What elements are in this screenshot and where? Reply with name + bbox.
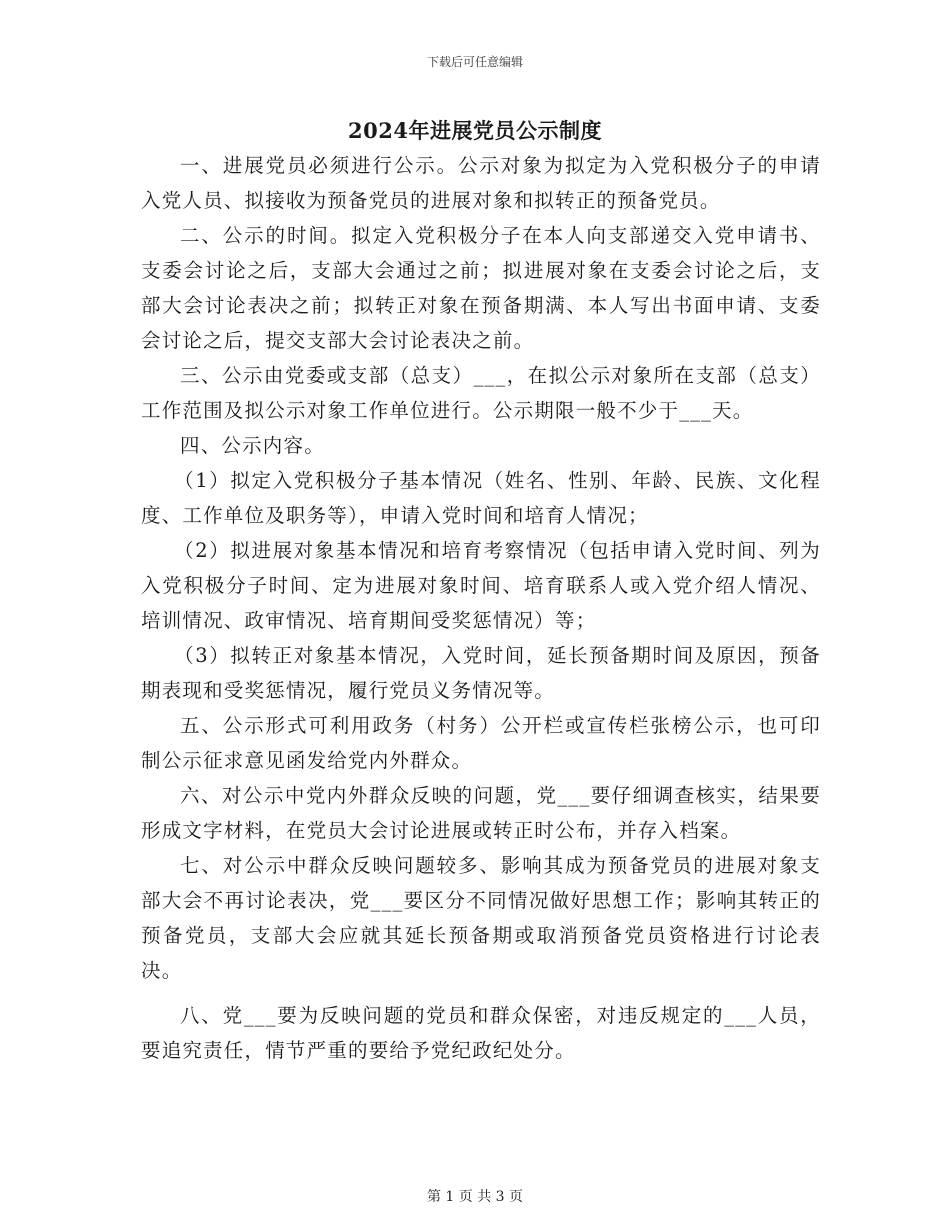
paragraph-3: 三、公示由党委或支部（总支）___，在拟公示对象所在支部（总支）工作范围及拟公示对象工作单位进行。公示期限一般不少于___天。 xyxy=(141,364,821,422)
paragraph-4-item-2: （2）拟进展对象基本情况和培育考察情况（包括申请入党时间、列为入党积极分子时间、定为进展对象时间、培育联系人或入党介绍人情况、培训情况、政审情况、培育期间受奖惩情况）等； xyxy=(141,539,821,632)
document-title: 2024年进展党员公示制度 xyxy=(348,118,602,143)
paragraph-2: 二、公示的时间。拟定入党积极分子在本人向支部递交入党申请书、支委会讨论之后，支部大会通过之前；拟进展对象在支委会讨论之后，支部大会讨论表决之前；拟转正对象在预备期满、本人写出书面申请、支委会讨论之后，提交支部大会讨论表决之前。 xyxy=(141,224,821,352)
paragraph-7: 七、对公示中群众反映问题较多、影响其成为预备党员的进展对象支部大会不再讨论表决，党___要区分不同情况做好思想工作；影响其转正的预备党员，支部大会应就其延长预备期或取消预备党员资格进行讨论表决。 xyxy=(141,854,821,982)
paragraph-5: 五、公示形式可利用政务（村务）公开栏或宣传栏张榜公示，也可印制公示征求意见函发给党内外群众。 xyxy=(141,714,821,772)
page-header-note: 下载后可任意编辑 xyxy=(426,55,523,69)
page-number: 第 1 页 共 3 页 xyxy=(426,1189,524,1205)
paragraph-8: 八、党___要为反映问题的党员和群众保密，对违反规定的___人员，要追究责任，情节严重的要给予党纪政纪处分。 xyxy=(141,1004,821,1062)
document-body xyxy=(141,148,821,1068)
paragraph-4-item-1: （1）拟定入党积极分子基本情况（姓名、性别、年龄、民族、文化程度、工作单位及职务等），申请入党时间和培育人情况； xyxy=(141,469,821,527)
paragraph-4-item-3: （3）拟转正对象基本情况，入党时间，延长预备期时间及原因，预备期表现和受奖惩情况，履行党员义务情况等。 xyxy=(141,644,821,702)
paragraph-1: 一、进展党员必须进行公示。公示对象为拟定为入党积极分子的申请入党人员、拟接收为预备党员的进展对象和拟转正的预备党员。 xyxy=(141,154,821,212)
paragraph-4: 四、公示内容。 xyxy=(180,434,325,457)
paragraph-6: 六、对公示中党内外群众反映的问题，党___要仔细调查核实，结果要形成文字材料，在党员大会讨论进展或转正时公布，并存入档案。 xyxy=(141,784,821,842)
